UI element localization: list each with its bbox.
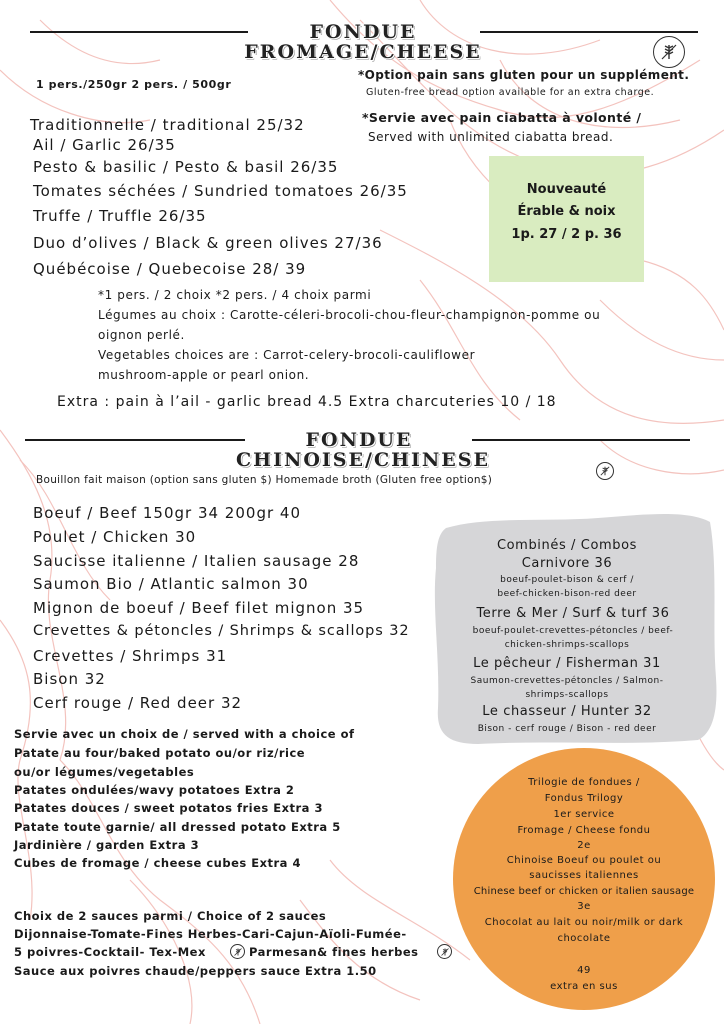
cheese-item: Pesto & basilic / Pesto & basil 26/35 bbox=[33, 158, 339, 176]
combo-desc: chicken-shrimps-scallops bbox=[504, 640, 630, 650]
trilogy-line: 1er service bbox=[553, 809, 615, 820]
trilogy-line: Chocolat au lait ou noir/milk or dark bbox=[484, 917, 684, 928]
chinese-item: Boeuf / Beef 150gr 34 200gr 40 bbox=[33, 504, 301, 522]
ciabatta-note-fr: *Servie avec pain ciabatta à volonté / bbox=[362, 110, 642, 125]
combo-desc: boeuf-poulet-bison & cerf / bbox=[500, 575, 634, 585]
combo-desc: beef-chicken-bison-red deer bbox=[497, 589, 637, 599]
combo-name: Le pêcheur / Fisherman 31 bbox=[473, 656, 661, 671]
combo-name: Carnivore 36 bbox=[521, 556, 613, 571]
combo-name: Terre & Mer / Surf & turf 36 bbox=[476, 606, 670, 621]
cheese-title-line2: FROMAGE/CHEESE bbox=[244, 41, 482, 63]
sides-line: Jardinière / garden Extra 3 bbox=[14, 838, 200, 852]
cheese-item: Ail / Garlic 26/35 bbox=[33, 136, 176, 154]
trilogy-price: 49 bbox=[577, 965, 591, 976]
cheese-item: Traditionnelle / traditional 25/32 bbox=[30, 116, 305, 134]
chinese-item: Cerf rouge / Red deer 32 bbox=[33, 694, 243, 712]
sauces-line: Choix de 2 sauces parmi / Choice of 2 sauces bbox=[14, 909, 327, 923]
cheese-title-line1: FONDUE bbox=[309, 21, 417, 43]
sides-line: Patate toute garnie/ all dressed potato Extra 5 bbox=[14, 820, 341, 834]
choices-line: mushroom-apple or pearl onion. bbox=[98, 368, 310, 382]
trilogy-line: 2e bbox=[577, 840, 591, 851]
chinese-item: Bison 32 bbox=[33, 670, 106, 688]
trilogy-line: chocolate bbox=[557, 933, 611, 944]
combo-desc: boeuf-poulet-crevettes-pétoncles / beef- bbox=[472, 626, 674, 636]
cheese-portions: 1 pers./250gr 2 pers. / 500gr bbox=[36, 78, 232, 91]
chinese-item: Crevettes / Shrimps 31 bbox=[33, 647, 228, 665]
cheese-item: Tomates séchées / Sundried tomatoes 26/35 bbox=[33, 182, 408, 200]
trilogy-line: Fromage / Cheese fondu bbox=[517, 825, 651, 836]
trilogy-line: Fondus Trilogy bbox=[544, 793, 624, 804]
new-flavor-price: 1p. 27 / 2 p. 36 bbox=[511, 227, 622, 242]
new-flavor-box bbox=[489, 156, 644, 282]
trilogy-line: Chinese beef or chicken or italien sausage bbox=[473, 886, 695, 897]
extras-line: Extra : pain à l’ail - garlic bread 4.5 Extra charcuteries 10 / 18 bbox=[57, 394, 557, 410]
title-rule-left bbox=[30, 31, 248, 33]
choices-line: Vegetables choices are : Carrot-celery-brocoli-cauliflower bbox=[98, 348, 476, 362]
chinese-title-line2: CHINOISE/CHINESE bbox=[236, 449, 490, 471]
ciabatta-note-en: Served with unlimited ciabatta bread. bbox=[368, 130, 614, 144]
trilogy-line: Chinoise Boeuf ou poulet ou bbox=[506, 855, 662, 866]
sides-line: Patates ondulées/wavy potatoes Extra 2 bbox=[14, 783, 295, 797]
cheese-item: Duo d’olives / Black & green olives 27/36 bbox=[33, 234, 383, 252]
new-flavor-name: Érable & noix bbox=[517, 204, 616, 219]
sides-line: ou/or légumes/vegetables bbox=[14, 765, 195, 779]
combos-title: Combinés / Combos bbox=[496, 538, 638, 553]
cheese-item: Truffe / Truffle 26/35 bbox=[33, 207, 207, 225]
choices-line: *1 pers. / 2 choix *2 pers. / 4 choix parmi bbox=[98, 288, 372, 302]
combo-desc: Saumon-crevettes-pétoncles / Salmon- bbox=[470, 676, 664, 686]
gluten-free-icon bbox=[437, 944, 452, 959]
combo-name: Le chasseur / Hunter 32 bbox=[482, 704, 652, 719]
trilogy-line: 3e bbox=[577, 901, 591, 912]
chinese-item: Crevettes & pétoncles / Shrimps & scallops 32 bbox=[33, 623, 410, 639]
gluten-free-icon bbox=[653, 36, 685, 68]
sides-line: Cubes de fromage / cheese cubes Extra 4 bbox=[14, 856, 301, 870]
title-rule-right bbox=[472, 439, 690, 441]
sides-line: Patate au four/baked potato ou/or riz/rice bbox=[14, 746, 306, 760]
sauces-line: Parmesan& fines herbes bbox=[249, 945, 419, 959]
title-rule-left bbox=[25, 439, 245, 441]
sauces-line: Dijonnaise-Tomate-Fines Herbes-Cari-Cajun-Aïoli-Fumée- bbox=[14, 927, 407, 941]
gluten-free-note-en: Gluten-free bread option available for an extra charge. bbox=[366, 87, 655, 98]
chinese-item: Poulet / Chicken 30 bbox=[33, 528, 197, 546]
broth-note: Bouillon fait maison (option sans gluten $) Homemade broth (Gluten free option$) bbox=[36, 474, 493, 486]
chinese-item: Mignon de boeuf / Beef filet mignon 35 bbox=[33, 599, 365, 617]
sides-line: Servie avec un choix de / served with a choice of bbox=[14, 727, 355, 741]
cheese-item: Québécoise / Quebecoise 28/ 39 bbox=[33, 260, 307, 278]
gluten-free-icon bbox=[230, 944, 245, 959]
trilogy-line: saucisses italiennes bbox=[529, 870, 639, 881]
trilogy-line: extra en sus bbox=[550, 981, 618, 992]
chinese-item: Saumon Bio / Atlantic salmon 30 bbox=[33, 575, 309, 593]
gluten-free-icon bbox=[596, 462, 614, 480]
combo-desc: shrimps-scallops bbox=[525, 690, 609, 700]
title-rule-right bbox=[480, 31, 698, 33]
trilogy-line: Trilogie de fondues / bbox=[528, 777, 640, 788]
combo-desc: Bison - cerf rouge / Bison - red deer bbox=[477, 724, 657, 734]
sauces-line: 5 poivres-Cocktail- Tex-Mex bbox=[14, 945, 206, 959]
chinese-item: Saucisse italienne / Italien sausage 28 bbox=[33, 552, 360, 570]
choices-line: Légumes au choix : Carotte-céleri-brocoli-chou-fleur-champignon-pomme ou bbox=[98, 308, 601, 322]
gluten-free-note-fr: *Option pain sans gluten pour un supplément. bbox=[358, 68, 690, 82]
sauces-line: Sauce aux poivres chaude/peppers sauce Extra 1.50 bbox=[14, 964, 377, 978]
choices-line: oignon perlé. bbox=[98, 328, 185, 342]
chinese-title-line1: FONDUE bbox=[305, 429, 413, 451]
new-flavor-label: Nouveauté bbox=[526, 182, 607, 197]
sides-line: Patates douces / sweet potatos fries Extra 3 bbox=[14, 801, 323, 815]
